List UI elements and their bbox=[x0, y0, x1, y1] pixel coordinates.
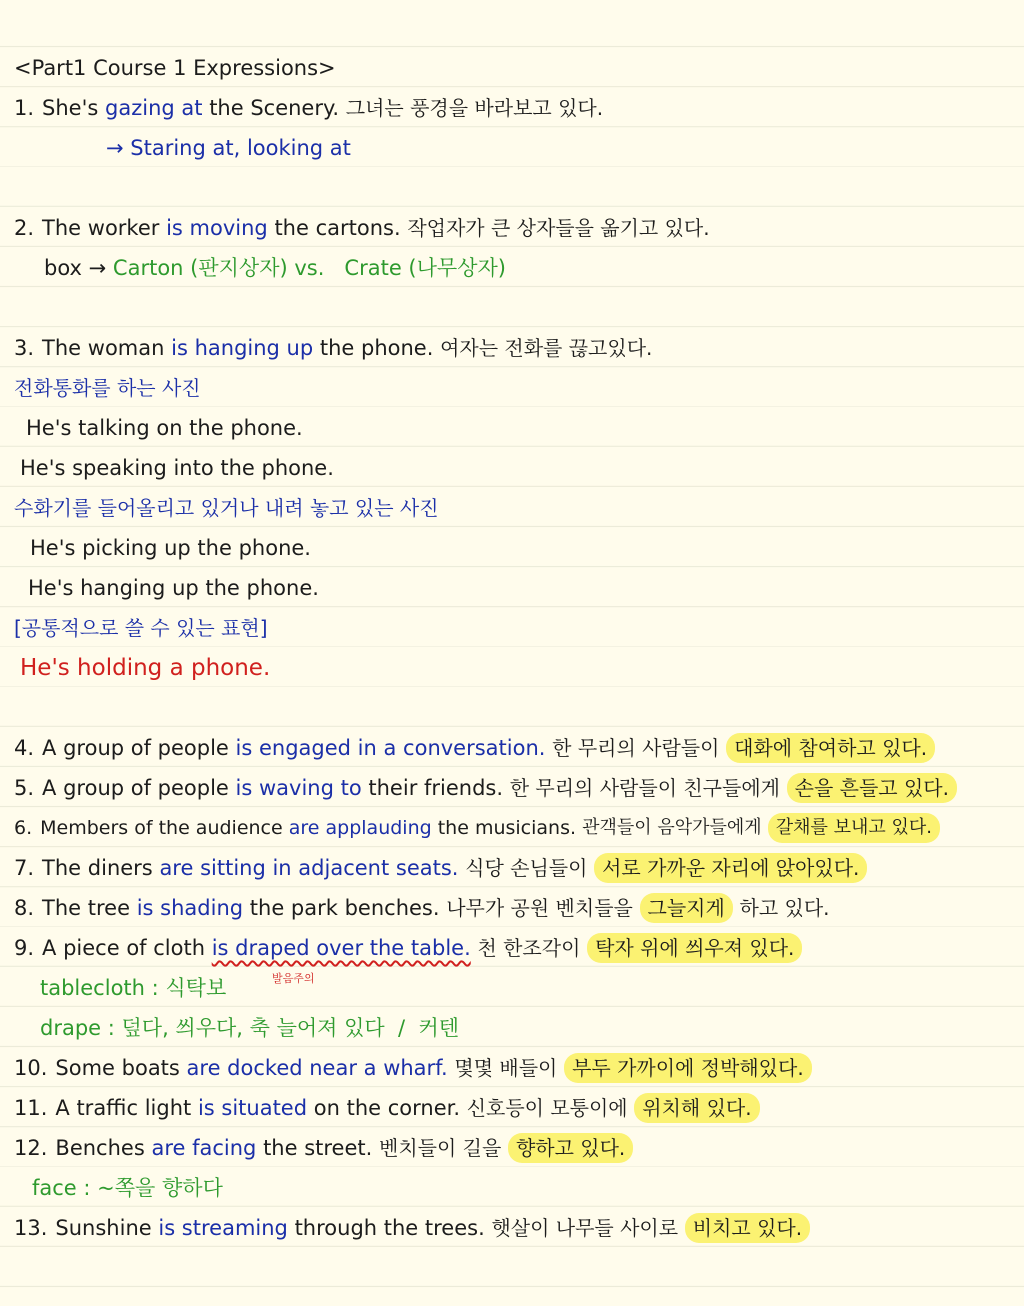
subject: The tree bbox=[42, 896, 131, 920]
synonym-text: → Staring at, looking at bbox=[106, 136, 351, 160]
vocab-face bbox=[32, 1167, 1024, 1207]
item-number: 6. bbox=[14, 817, 33, 839]
vocab-text: drape : 덮다, 씌우다, 축 늘어져 있다 / 커텐 bbox=[40, 1016, 460, 1040]
korean-translation: 몇몇 배들이 bbox=[454, 1056, 558, 1080]
vocab-compare: Carton (판지상자) vs. Crate (나무상자) bbox=[112, 256, 506, 280]
korean-translation: 관객들이 음악가들에게 bbox=[582, 817, 762, 838]
highlighted-translation: 탁자 위에 씌우져 있다. bbox=[587, 933, 802, 963]
verb-phrase: is moving bbox=[166, 216, 268, 240]
verb-phrase: is situated bbox=[197, 1096, 308, 1120]
highlighted-translation: 갈채를 보내고 있다. bbox=[768, 813, 940, 843]
object: through the trees. bbox=[294, 1216, 485, 1240]
page-title bbox=[14, 47, 1024, 87]
subject: The woman bbox=[42, 336, 165, 360]
verb-phrase: are applauding bbox=[288, 817, 432, 839]
vocab-note-2 bbox=[44, 247, 1024, 287]
subject: A traffic light bbox=[55, 1096, 192, 1120]
example-text: He's picking up the phone. bbox=[30, 536, 311, 560]
item-number: 11. bbox=[14, 1096, 48, 1120]
expression-8 bbox=[14, 887, 1024, 927]
expression-2 bbox=[14, 207, 1024, 247]
item-number: 5. bbox=[14, 776, 35, 800]
common-expression-note bbox=[14, 607, 1024, 647]
vocab-tablecloth bbox=[40, 967, 1024, 1007]
korean-translation: 나무가 공원 벤치들을 bbox=[446, 896, 633, 920]
object: the street. bbox=[263, 1136, 373, 1160]
highlighted-translation: 대화에 참여하고 있다. bbox=[726, 733, 935, 763]
highlighted-translation: 향하고 있다. bbox=[508, 1133, 633, 1163]
highlighted-translation: 손을 흔들고 있다. bbox=[787, 773, 957, 803]
subject: A group of people bbox=[42, 776, 229, 800]
example-text: He's holding a phone. bbox=[20, 655, 271, 681]
object: on the corner. bbox=[313, 1096, 460, 1120]
object: the musicians. bbox=[437, 817, 577, 839]
highlighted-translation: 부두 가까이에 정박해있다. bbox=[564, 1053, 812, 1083]
expression-1 bbox=[14, 87, 1024, 127]
expression-3 bbox=[14, 327, 1024, 367]
korean-translation: 햇살이 나무들 사이로 bbox=[491, 1216, 679, 1240]
item-number: 10. bbox=[14, 1056, 48, 1080]
highlighted-translation: 비치고 있다. bbox=[685, 1213, 810, 1243]
verb-phrase: is hanging up bbox=[171, 336, 314, 360]
vocab-text: face : ~쪽을 향하다 bbox=[32, 1176, 223, 1200]
photo-note-talking bbox=[14, 367, 1024, 407]
highlighted-translation: 그늘지게 bbox=[640, 893, 733, 923]
subject: The diners bbox=[42, 856, 153, 880]
expression-9 bbox=[14, 927, 1024, 967]
photo-note-receiver bbox=[14, 487, 1024, 527]
subject: A piece of cloth bbox=[42, 936, 206, 960]
object: their friends. bbox=[368, 776, 504, 800]
verb-phrase: are facing bbox=[151, 1136, 257, 1160]
object: the phone. bbox=[319, 336, 434, 360]
vocab-drape bbox=[40, 1007, 1024, 1047]
item-number: 12. bbox=[14, 1136, 48, 1160]
subject: She's bbox=[42, 96, 99, 120]
note-text: 수화기를 들어올리고 있거나 내려 놓고 있는 사진 bbox=[14, 496, 439, 520]
item-number: 2. bbox=[14, 216, 35, 240]
korean-translation: 식당 손님들이 bbox=[465, 856, 588, 880]
item-number: 9. bbox=[14, 936, 35, 960]
korean-translation: 작업자가 큰 상자들을 옮기고 있다. bbox=[407, 216, 710, 240]
expression-7 bbox=[14, 847, 1024, 887]
highlighted-translation: 위치해 있다. bbox=[634, 1093, 759, 1123]
korean-translation: 여자는 전화를 끊고있다. bbox=[440, 336, 653, 360]
verb-phrase: are sitting in adjacent seats. bbox=[159, 856, 459, 880]
expression-6 bbox=[14, 807, 1024, 847]
item-number: 1. bbox=[14, 96, 35, 120]
verb-phrase: is shading bbox=[136, 896, 244, 920]
example-text: He's hanging up the phone. bbox=[28, 576, 319, 600]
subject: Benches bbox=[55, 1136, 145, 1160]
note-text: 전화통화를 하는 사진 bbox=[14, 376, 201, 400]
expression-5 bbox=[14, 767, 1024, 807]
verb-phrase: is draped over the table. bbox=[211, 936, 471, 960]
highlighted-translation: 서로 가까운 자리에 앉아있다. bbox=[594, 853, 867, 883]
title-text: <Part1 Course 1 Expressions> bbox=[14, 56, 336, 80]
example-hanging-up bbox=[28, 567, 1024, 607]
korean-translation: 한 무리의 사람들이 bbox=[552, 736, 720, 760]
subject: A group of people bbox=[42, 736, 229, 760]
verb-phrase: is waving to bbox=[235, 776, 362, 800]
subject: Some boats bbox=[55, 1056, 180, 1080]
korean-translation: 그녀는 풍경을 바라보고 있다. bbox=[345, 96, 604, 120]
pronunciation-note: 발음주의 bbox=[272, 972, 315, 985]
object: the park benches. bbox=[249, 896, 440, 920]
example-speaking bbox=[20, 447, 1024, 487]
expression-12 bbox=[14, 1127, 1024, 1167]
subject: The worker bbox=[42, 216, 160, 240]
expression-11 bbox=[14, 1087, 1024, 1127]
verb-phrase: are docked near a wharf. bbox=[186, 1056, 448, 1080]
item-number: 4. bbox=[14, 736, 35, 760]
common-expression bbox=[20, 647, 1024, 687]
example-text: He's speaking into the phone. bbox=[20, 456, 334, 480]
synonyms-1 bbox=[106, 127, 1024, 167]
vocab-text: tablecloth : 식탁보 bbox=[40, 976, 227, 1000]
item-number: 7. bbox=[14, 856, 35, 880]
expression-4 bbox=[14, 727, 1024, 767]
korean-translation: 한 무리의 사람들이 친구들에게 bbox=[509, 776, 780, 800]
verb-phrase: is engaged in a conversation. bbox=[235, 736, 546, 760]
item-number: 3. bbox=[14, 336, 35, 360]
korean-translation: 벤치들이 길을 bbox=[379, 1136, 502, 1160]
vocab-box: box → bbox=[44, 256, 107, 280]
object: the cartons. bbox=[274, 216, 401, 240]
verb-phrase: gazing at bbox=[105, 96, 203, 120]
example-picking-up bbox=[30, 527, 1024, 567]
expression-10 bbox=[14, 1047, 1024, 1087]
item-number: 8. bbox=[14, 896, 35, 920]
subject: Members of the audience bbox=[40, 817, 283, 839]
korean-translation: 신호등이 모퉁이에 bbox=[466, 1096, 628, 1120]
expression-13 bbox=[14, 1207, 1024, 1247]
example-talking bbox=[26, 407, 1024, 447]
object: the Scenery. bbox=[209, 96, 340, 120]
verb-phrase: is streaming bbox=[158, 1216, 288, 1240]
subject: Sunshine bbox=[55, 1216, 152, 1240]
item-number: 13. bbox=[14, 1216, 48, 1240]
korean-translation: 천 한조각이 bbox=[477, 936, 581, 960]
korean-translation-end: 하고 있다. bbox=[739, 896, 830, 920]
example-text: He's talking on the phone. bbox=[26, 416, 303, 440]
note-text: [공통적으로 쓸 수 있는 표현] bbox=[14, 616, 268, 640]
